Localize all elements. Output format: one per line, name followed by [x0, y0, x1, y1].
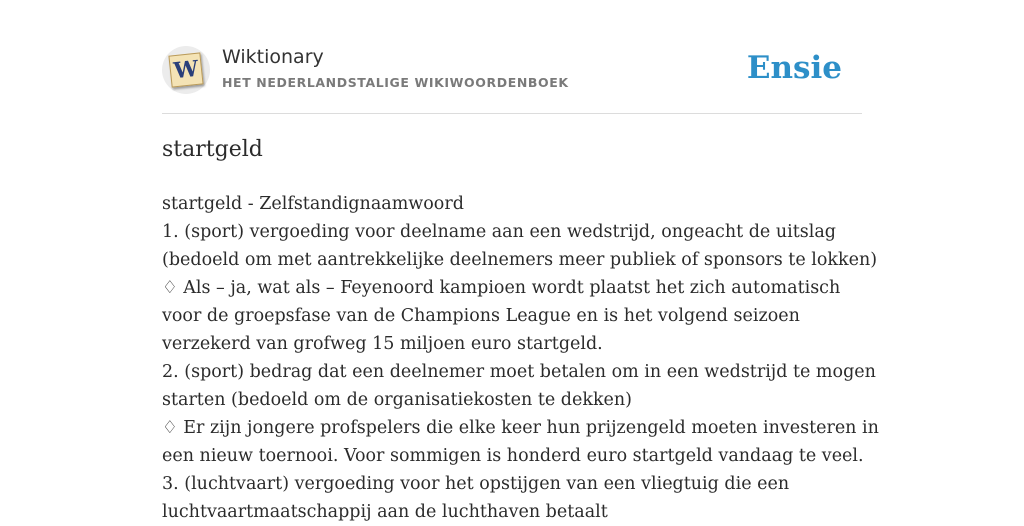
definition-line: (bedoeld om met aantrekkelijke deelnemers meer publiek of sponsors te lokken) — [162, 250, 878, 270]
definition-line: luchtvaartmaatschappij aan de luchthaven betaalt — [162, 502, 608, 522]
definition-content — [162, 190, 879, 526]
site-name[interactable]: Wiktionary — [222, 46, 324, 68]
example-line: verzekerd van grofweg 15 miljoen euro startgeld. — [162, 334, 603, 354]
site-tagline: HET NEDERLANDSTALIGE WIKIWOORDENBOEK — [222, 75, 569, 90]
definition-line: startgeld - Zelfstandignaamwoord — [162, 194, 464, 214]
wiktionary-logo-icon[interactable] — [162, 46, 210, 94]
definition-line: 1. (sport) vergoeding voor deelname aan een wedstrijd, ongeacht de uitslag — [162, 222, 836, 242]
example-line: een nieuw toernooi. Voor sommigen is honderd euro startgeld vandaag te veel. — [162, 446, 864, 466]
logo-letter: W — [172, 55, 200, 85]
site-header — [162, 0, 862, 114]
definition-line: starten (bedoeld om de organisatiekosten te dekken) — [162, 390, 633, 410]
ensie-brand-link[interactable]: Ensie — [746, 50, 842, 86]
page-title: startgeld — [162, 137, 263, 162]
example-line: ♢ Als – ja, wat als – Feyenoord kampioen wordt plaatst het zich automatisch — [162, 278, 841, 298]
example-line: voor de groepsfase van de Champions League en is het volgend seizoen — [162, 306, 800, 326]
definition-line: 3. (luchtvaart) vergoeding voor het opstijgen van een vliegtuig die een — [162, 474, 790, 494]
definition-line: 2. (sport) bedrag dat een deelnemer moet betalen om in een wedstrijd te mogen — [162, 362, 876, 382]
example-line: ♢ Er zijn jongere profspelers die elke keer hun prijzengeld moeten investeren in — [162, 418, 879, 438]
page — [162, 0, 879, 522]
logo-tile — [168, 52, 203, 87]
